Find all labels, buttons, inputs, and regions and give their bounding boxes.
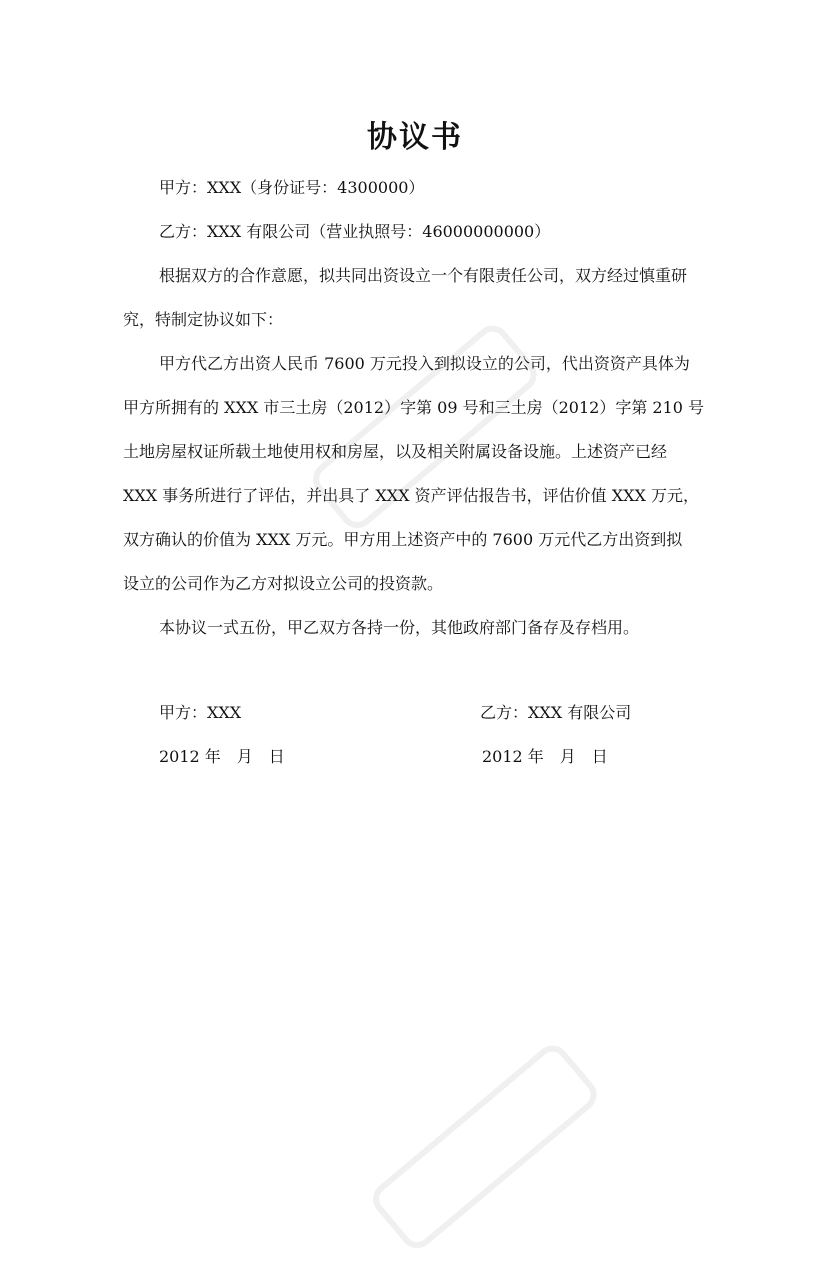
signature-party-b: 乙方：XXX 有限公司 [480, 703, 632, 722]
body-line: 土地房屋权证所载土地使用权和房屋，以及相关附属设备设施。上述资产已经 [123, 442, 668, 461]
party-b-text: 乙方：XXX 有限公司（营业执照号：46000000000） [159, 222, 551, 241]
intro-line: 根据双方的合作意愿，拟共同出资设立一个有限责任公司，双方经过慎重研 [159, 266, 688, 285]
date-party-a: 2012 年 月 日 [159, 747, 285, 766]
document-title: 协议书 [367, 120, 463, 155]
party-b-line [123, 210, 713, 254]
signature-party-a: 甲方：XXX [159, 703, 242, 722]
date-party-b: 2012 年 月 日 [482, 747, 608, 766]
body-paragraph [123, 342, 713, 606]
body-line: 甲方代乙方出资人民币 7600 万元投入到拟设立的公司，代出资资产具体为 [159, 354, 690, 373]
party-a-line [123, 166, 713, 210]
body-line: 甲方所拥有的 XXX 市三土房（2012）字第 09 号和三土房（2012）字第 210 号 [123, 398, 705, 417]
body-line: XXX 事务所进行了评估，并出具了 XXX 资产评估报告书，评估价值 XXX 万元， [123, 486, 699, 505]
party-a-text: 甲方：XXX（身份证号：4300000） [159, 178, 425, 197]
closing-paragraph [123, 606, 713, 650]
body-line: 设立的公司作为乙方对拟设立公司的投资款。 [123, 574, 444, 593]
body-line: 双方确认的价值为 XXX 万元。甲方用上述资产中的 7600 万元代乙方出资到拟 [123, 530, 683, 549]
closing-line: 本协议一式五份，甲乙双方各持一份，其他政府部门备存及存档用。 [159, 618, 640, 637]
intro-paragraph [123, 254, 713, 342]
watermark-bottom [356, 1029, 623, 1277]
intro-line: 究，特制定协议如下： [123, 310, 284, 329]
